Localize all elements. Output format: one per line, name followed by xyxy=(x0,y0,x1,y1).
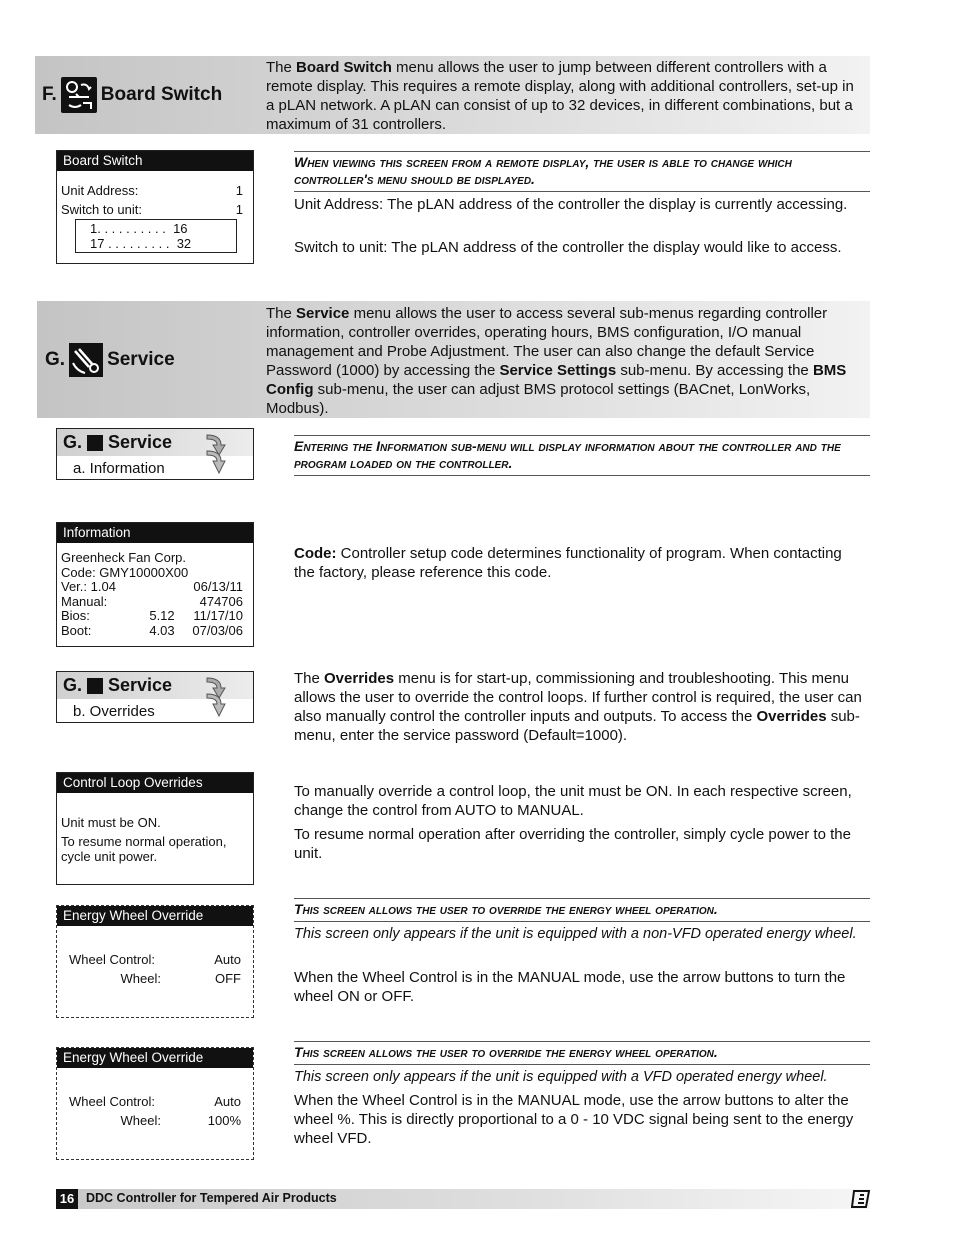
board-switch-note-heading: When viewing this screen from a remote display, the user is able to change which controller's menu should be displayed. xyxy=(294,151,870,192)
service-overrides-menu[interactable] xyxy=(56,671,254,723)
desc-text: menu allows the user to access several sub-menus regarding controller information, controller overrides, operating hours, BMS configuration, I/O manual management and Probe Adjustment. The user can also change the default Service Password (1000) by accessing the xyxy=(266,305,828,379)
service-section-title xyxy=(45,343,175,377)
switch-unit-label: Switch to unit: xyxy=(61,202,142,217)
screen-header: Board Switch xyxy=(57,151,253,171)
wheel-control-value: Auto xyxy=(214,1094,241,1109)
boot-label: Boot: xyxy=(61,622,92,638)
boot-date: 07/03/06 xyxy=(192,622,243,638)
wheel-control-row xyxy=(69,952,241,967)
screen-header: Control Loop Overrides xyxy=(57,773,253,793)
screen-header: Energy Wheel Override xyxy=(57,1048,253,1068)
wheel-control-label: Wheel Control: xyxy=(69,952,155,967)
desc-text: menu is for start-up, commissioning and troubleshooting. This menu allows the user to override the control loops. If further control is required, the user can also manually control the controller inputs and outputs. To access the xyxy=(294,670,862,725)
wheel-label: Wheel: xyxy=(120,971,161,986)
bios-label: Bios: xyxy=(61,608,90,623)
arrow-right-icon xyxy=(205,674,233,720)
wheel-control-value: Auto xyxy=(214,952,241,967)
menu-title: Service xyxy=(108,432,173,452)
desc-text: sub-menu, enter the service password (Default=1000). xyxy=(294,708,860,744)
unit-address-row xyxy=(61,183,243,198)
desc-text: menu allows the user to jump between different controllers with a remote display. This requires a remote display, along with additional controllers, set-up in a pLAN network. A pLAN can consist of up to 32 devices, in different combinations, but a maximum of 31 controllers. xyxy=(266,59,854,133)
board-switch-icon xyxy=(61,77,97,113)
wheel-control-row xyxy=(69,1094,241,1109)
version-date: 06/13/11 xyxy=(193,579,243,594)
bios-date: 11/17/10 xyxy=(193,608,243,623)
wheel-label: Wheel: xyxy=(120,1113,161,1128)
screen-header: Energy Wheel Override xyxy=(57,906,253,926)
service-description xyxy=(266,304,866,418)
desc-text: The xyxy=(266,305,297,322)
wheel-override-screen-1 xyxy=(56,905,254,1018)
wrench-hand-icon xyxy=(87,678,103,694)
menu-letter: G. xyxy=(63,675,83,695)
section-title-text: Service xyxy=(107,349,175,370)
unit-address-desc: Unit Address: The pLAN address of the controller the display is currently accessing. xyxy=(294,196,848,213)
desc-bold: Overrides xyxy=(756,708,827,725)
unit-range-box xyxy=(75,219,237,253)
wheel-value: OFF xyxy=(215,971,241,986)
control-loop-desc-1: To manually override a control loop, the unit must be ON. In each respective screen, change the control from AUTO to MANUAL. xyxy=(294,783,852,819)
wheel-note-1: This screen only appears if the unit is equipped with a non-VFD operated energy wheel. xyxy=(294,926,857,942)
desc-bold: Service xyxy=(296,305,350,322)
desc-bold: Service Settings xyxy=(499,362,617,379)
information-screen xyxy=(56,522,254,647)
boot-version: 4.03 xyxy=(149,622,175,638)
unit-address-value: 1 xyxy=(235,183,243,198)
boot-row xyxy=(61,624,243,639)
menu-letter: G. xyxy=(63,432,83,452)
arrow-right-icon xyxy=(205,431,233,477)
board-switch-section-title xyxy=(42,77,222,113)
board-switch-screen xyxy=(56,150,254,264)
desc-bold: Overrides xyxy=(324,670,395,687)
menu-subtitle: a. Information xyxy=(73,460,165,477)
range-line: 17 . . . . . . . . . 32 xyxy=(90,236,192,251)
manual-row xyxy=(61,595,243,610)
wheel-desc-2: When the Wheel Control is in the MANUAL mode, use the arrow buttons to alter the wheel %. This is directly proportional to a 0 - 10 VDC signal being sent to the energy wheel VFD. xyxy=(294,1092,854,1147)
desc-text: The xyxy=(266,59,297,76)
board-switch-description xyxy=(266,58,866,134)
bios-row xyxy=(61,609,243,624)
information-note-heading: Entering the Information sub-menu will display information about the controller and the program loaded on the controller. xyxy=(294,435,870,476)
unit-address-label: Unit Address: xyxy=(61,183,139,198)
code-text: Controller setup code determines functionality of program. When contacting the factory, please reference this code. xyxy=(294,545,842,581)
version-row xyxy=(61,580,243,595)
page-number: 16 xyxy=(56,1189,78,1209)
wheel-value: 100% xyxy=(207,1113,241,1128)
wheel-control-label: Wheel Control: xyxy=(69,1094,155,1109)
switch-unit-value: 1 xyxy=(235,202,243,217)
wrench-hand-icon xyxy=(87,435,103,451)
desc-text: The xyxy=(294,670,325,687)
desc-bold: BMS Config xyxy=(266,362,847,398)
manual-label: Manual: xyxy=(61,593,108,609)
company-name: Greenheck Fan Corp. xyxy=(61,550,187,565)
wrench-hand-icon xyxy=(69,343,103,377)
resume-note: To resume normal operation, cycle unit power. xyxy=(61,834,227,864)
overrides-description xyxy=(294,669,874,745)
desc-text: sub-menu. By accessing the xyxy=(616,362,813,379)
wheel-override-screen-2 xyxy=(56,1047,254,1160)
switch-unit-row xyxy=(61,202,243,217)
desc-text: sub-menu, the user can adjust BMS protocol settings (BACnet, LonWorks, Modbus). xyxy=(266,381,811,417)
service-information-menu[interactable] xyxy=(56,428,254,480)
greenheck-logo-icon xyxy=(851,1190,871,1208)
switch-unit-desc: Switch to unit: The pLAN address of the controller the display would like to access. xyxy=(294,239,842,256)
bios-version: 5.12 xyxy=(149,608,175,623)
menu-subtitle: b. Overrides xyxy=(73,703,155,720)
code-description xyxy=(294,544,864,582)
version-label: Ver.: 1.04 xyxy=(61,579,116,594)
unit-on-note: Unit must be ON. xyxy=(61,815,161,830)
wheel-note-2: This screen only appears if the unit is equipped with a VFD operated energy wheel. xyxy=(294,1069,828,1085)
wheel-row xyxy=(69,971,241,986)
control-loop-screen xyxy=(56,772,254,885)
wheel-row xyxy=(69,1113,241,1128)
desc-bold: Board Switch xyxy=(296,59,392,76)
range-line: 1. . . . . . . . . . 16 xyxy=(90,221,188,236)
wheel-note-heading-1: This screen allows the user to override the energy wheel operation. xyxy=(294,898,870,922)
section-title-text: Board Switch xyxy=(100,84,223,105)
manual-value: 474706 xyxy=(199,593,243,609)
screen-header: Information xyxy=(57,523,253,543)
wheel-note-heading-2: This screen allows the user to override the energy wheel operation. xyxy=(294,1041,870,1065)
wheel-desc-1: When the Wheel Control is in the MANUAL mode, use the arrow buttons to turn the wheel ON or OFF. xyxy=(294,969,846,1005)
section-letter: G. xyxy=(45,349,66,370)
control-loop-desc-2: To resume normal operation after overriding the controller, simply cycle power to the unit. xyxy=(294,826,851,862)
program-code: Code: GMY10000X00 xyxy=(61,564,189,580)
footer-title: DDC Controller for Tempered Air Products xyxy=(86,1191,337,1205)
section-letter: F. xyxy=(42,84,57,105)
menu-title: Service xyxy=(108,675,173,695)
code-label: Code: xyxy=(294,545,337,562)
